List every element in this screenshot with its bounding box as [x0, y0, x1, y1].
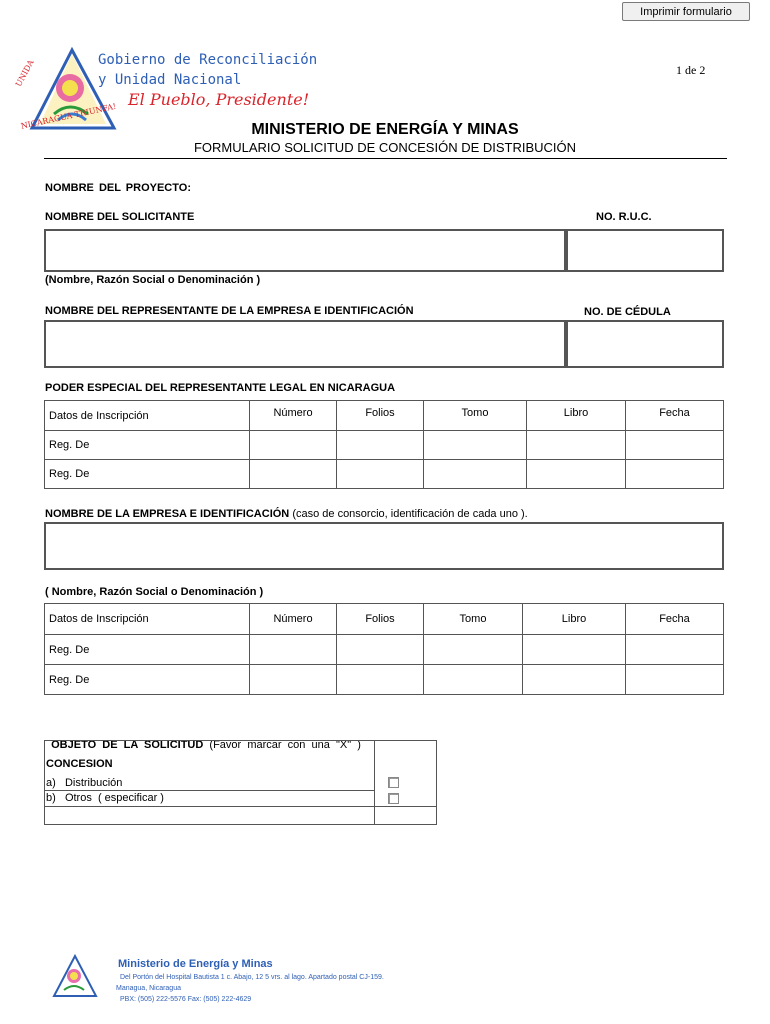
company-registration-table: [44, 603, 724, 695]
company-field[interactable]: [44, 522, 724, 570]
table-header-cell: Tomo: [424, 604, 523, 635]
applicant-name-note: (Nombre, Razón Social o Denominación ): [45, 274, 261, 286]
table-cell[interactable]: [250, 665, 337, 695]
table-cell[interactable]: [626, 431, 724, 460]
power-of-attorney-label: PODER ESPECIAL DEL REPRESENTANTE LEGAL EN NICARAGUA: [45, 382, 396, 394]
applicant-name-field[interactable]: [44, 229, 566, 272]
distribution-checkbox[interactable]: [388, 777, 399, 788]
header-divider: [44, 158, 727, 159]
page-title: MINISTERIO DE ENERGÍA Y MINAS: [251, 121, 519, 138]
table-cell[interactable]: [424, 431, 527, 460]
object-label-bold: OBJETO DE LA SOLICITUD: [51, 739, 204, 751]
table-row: [45, 431, 724, 460]
cedula-field[interactable]: [566, 320, 724, 368]
table-header-cell: Fecha: [626, 604, 724, 635]
company-label: [45, 508, 528, 520]
table-header-cell: Tomo: [424, 401, 527, 431]
applicant-name-label: NOMBRE DEL SOLICITANTE: [45, 211, 195, 223]
page-subtitle: FORMULARIO SOLICITUD DE CONCESIÓN DE DISTRIBUCIÓN: [193, 140, 577, 155]
ruc-label: NO. R.U.C.: [596, 211, 652, 223]
table-cell[interactable]: [250, 635, 337, 665]
page-number: 1 de 2: [676, 63, 706, 77]
government-name-line2: y Unidad Nacional: [98, 72, 242, 88]
logo-arc-top-text: UNIDA: [14, 58, 36, 89]
footer-ministry-name: Ministerio de Energía y Minas: [118, 958, 273, 970]
concession-divider: [374, 740, 375, 825]
option-divider: [44, 790, 374, 791]
footer-city: Managua, Nicaragua: [116, 985, 181, 992]
option-other-label: b) Otros ( especificar ): [46, 792, 164, 804]
table-row: [45, 460, 724, 489]
table-row: [45, 635, 724, 665]
table-header-cell: Datos de Inscripción: [45, 401, 250, 431]
object-label-rest: (Favor marcar con una "X" ): [203, 739, 361, 751]
table-cell[interactable]: [527, 460, 626, 489]
project-name-label: NOMBRE DEL PROYECTO:: [45, 182, 191, 194]
row-label: Reg. De: [45, 665, 250, 695]
table-header-cell: Datos de Inscripción: [45, 604, 250, 635]
representative-label: NOMBRE DEL REPRESENTANTE DE LA EMPRESA E IDENTIFICACIÓN: [45, 305, 414, 317]
slogan: El Pueblo, Presidente!: [128, 90, 310, 109]
power-registration-table: [44, 400, 724, 489]
representative-field[interactable]: [44, 320, 566, 368]
table-cell[interactable]: [527, 431, 626, 460]
table-header-cell: Libro: [527, 401, 626, 431]
table-cell[interactable]: [424, 635, 523, 665]
table-cell[interactable]: [424, 665, 523, 695]
table-cell[interactable]: [424, 460, 527, 489]
table-cell[interactable]: [337, 431, 424, 460]
table-header-cell: Número: [250, 604, 337, 635]
table-header-cell: Número: [250, 401, 337, 431]
table-header-cell: Fecha: [626, 401, 724, 431]
company-label-bold: NOMBRE DE LA EMPRESA E IDENTIFICACIÓN: [45, 508, 290, 520]
table-header-cell: Folios: [337, 401, 424, 431]
row-label: Reg. De: [45, 460, 250, 489]
table-cell[interactable]: [523, 635, 626, 665]
footer-phone: PBX: (505) 222-5576 Fax: (505) 222-4629: [120, 996, 252, 1003]
table-cell[interactable]: [626, 665, 724, 695]
table-cell[interactable]: [250, 431, 337, 460]
concession-label: CONCESION: [46, 758, 113, 770]
table-row: [45, 665, 724, 695]
government-name-line1: Gobierno de Reconciliación: [98, 52, 318, 68]
footer-address: Del Portón del Hospital Bautista 1 c. Abajo, 12 5 vrs. al lago. Apartado postal CJ-159.: [120, 974, 384, 981]
company-name-note: ( Nombre, Razón Social o Denominación ): [45, 586, 264, 598]
table-header-cell: Libro: [523, 604, 626, 635]
logo-arc-bottom-text: NICARAGUA TRIUNFA!: [20, 101, 117, 131]
other-checkbox[interactable]: [388, 793, 399, 804]
table-cell[interactable]: [523, 665, 626, 695]
row-label: Reg. De: [45, 635, 250, 665]
row-label: Reg. De: [45, 431, 250, 460]
print-form-button[interactable]: Imprimir formulario: [622, 2, 750, 21]
option-distribution-label: a) Distribución: [46, 777, 123, 789]
table-cell[interactable]: [626, 635, 724, 665]
table-cell[interactable]: [337, 635, 424, 665]
table-cell[interactable]: [337, 460, 424, 489]
table-cell[interactable]: [337, 665, 424, 695]
table-header-cell: Folios: [337, 604, 424, 635]
table-cell[interactable]: [250, 460, 337, 489]
ruc-field[interactable]: [566, 229, 724, 272]
company-label-rest: (caso de consorcio, identificación de cada uno ).: [289, 508, 528, 520]
concession-row-divider: [44, 806, 437, 807]
table-cell[interactable]: [626, 460, 724, 489]
cedula-label: NO. DE CÉDULA: [584, 306, 671, 318]
footer-logo: [46, 952, 104, 1004]
